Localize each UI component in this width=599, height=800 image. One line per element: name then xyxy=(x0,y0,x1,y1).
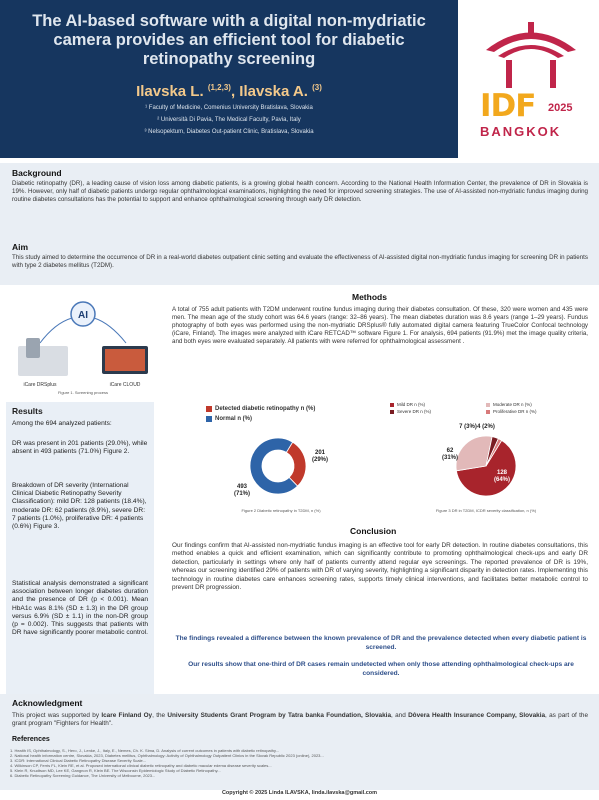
results-heading: Results xyxy=(12,406,43,416)
author-1: Ilavska L. xyxy=(136,83,208,100)
logo-year: 2025 xyxy=(548,102,573,114)
legend-label-mild: Mild DR n (%) xyxy=(397,402,426,407)
methods-text: A total of 755 adult patients with T2DM underwent routine fundus imaging during their diabetes consultation. Of these, 320 were women and 435 were men. The mean age of the study cohort was 64.6 years (range: 32–86 years). The mean diabetes duration was 8.6 years (range 1–29 years). Fundus photography of both eyes was performed using the non-mydriatic DRSplus® fully automated digital camera featuring TrueColor Confocal technology (iCare, Finland). The images were analyzed with iCare RETCAD™ software Figure 1. For analysis, 694 patients (91.9%) met the image quality criteria, and both eyes were evaluated separately. All patients with were referred for ophthalmological assessment . xyxy=(172,306,588,345)
legend-label-proliferative: Proliferative DR n (%) xyxy=(493,409,537,414)
reference-item: 6. Diabetic Retinopathy Screening Guidance, The University of Melbourne, 2023... xyxy=(10,773,156,778)
reference-item: 3. ICDR: International Clinical Diabetic Retinopathy Disease Severity Scale... xyxy=(10,758,147,763)
pie-slice xyxy=(250,438,298,494)
author-2-affil: (3) xyxy=(312,83,322,92)
ack-part-e: , and xyxy=(391,712,409,719)
affiliation-1: ¹ Faculty of Medicine, Comenius University Bratislava, Slovakia xyxy=(145,105,313,111)
slice-data-label: 493 xyxy=(236,484,248,490)
logo-idf-text: IDF xyxy=(480,88,536,124)
slice-data-label: 62 xyxy=(446,448,454,454)
aim-text: This study aimed to determine the occurrence of DR in a real-world diabetes outpatient clinic setting and evaluate the effectiveness of AI-assisted digital non-mydriatic fundus imaging for screening DR in patients with type 2 diabetes mellitus (T2DM). xyxy=(12,254,588,269)
reference-item: 4. Wilkinson CP, Ferris FL, Klein RE, et al. Proposed international clinical diabetic retinopathy and diabetic macular edema disease severity scales... xyxy=(10,763,272,768)
ack-part-g: , as part of the grant program "Fighters for Health". xyxy=(12,712,589,727)
slice-data-label: (71%) xyxy=(233,491,251,497)
fig-1-caption: Figure 1. Screening process xyxy=(57,390,109,395)
methods-heading: Methods xyxy=(352,292,387,302)
results-p1: Among the 694 analyzed patients: xyxy=(12,420,112,427)
chart-figure-2 xyxy=(196,398,366,518)
legend-label-normal: Normal n (%) xyxy=(215,416,253,422)
logo-city: BANGKOK xyxy=(480,124,562,139)
slice-data-label: (31%) xyxy=(441,455,459,461)
ack-part-c: , the xyxy=(152,712,168,719)
results-p4: Statistical analysis demonstrated a significant association between longer diabetes duration and the presence of DR (p < 0.001). Mean HbA1c was 8.1% (SD ± 1.3) in the DR group versus 6.9% (SD ± 1.1) in the non-DR group (p = 0.002). This suggests that patients with DR have significantly poorer metabolic control. xyxy=(12,580,148,637)
finding-1: The findings revealed a difference between the known prevalence of DR and the prevalence detected when every diabetic patient is screened. xyxy=(175,635,587,651)
affiliation-2: ² Università Di Pavia, The Medical Faculty, Pavia, Italy xyxy=(157,117,301,123)
slice-data-label: 201 xyxy=(314,450,326,456)
ack-heading: Acknowledgment xyxy=(12,698,83,708)
ack-sponsor-1: Icare Finland Oy xyxy=(101,712,153,719)
poster-header xyxy=(0,0,599,158)
aim-heading: Aim xyxy=(12,242,29,252)
conclusion-heading: Conclusion xyxy=(350,526,397,536)
background-heading: Background xyxy=(12,168,62,178)
poster-title: The AI-based software with a digital non-mydriatic camera provides an efficient tool for diabetic retinopathy screening xyxy=(32,12,426,68)
ack-sponsor-3: Dôvera Health Insurance Company, Slovakia xyxy=(408,712,546,719)
legend-label-moderate: Moderate DR n (%) xyxy=(493,402,532,407)
author-1-affil: (1,2,3) xyxy=(207,83,231,92)
slice-data-label: 128 xyxy=(496,470,508,476)
fig-ai-label: AI xyxy=(78,310,88,321)
references-heading: References xyxy=(12,736,50,743)
fig-label-cloud: iCare CLOUD xyxy=(109,382,141,388)
slice-data-label: (29%) xyxy=(311,457,329,463)
header-title-panel xyxy=(0,0,458,158)
legend-label-dr: Detected diabetic retinopathy n (%) xyxy=(215,406,316,412)
slice-data-label: (64%) xyxy=(493,477,511,483)
legend-label-severe: Severe DR n (%) xyxy=(397,409,432,414)
affiliation-3: ³ Nelsopektum, Diabetes Out-patient Clinic, Bratislava, Slovakia xyxy=(144,129,314,135)
copyright: Copyright © 2025 Linda ILAVSKA, linda.ilavska@gmail.com xyxy=(221,790,378,796)
conclusion-text: Our findings confirm that AI-assisted non-mydriatic fundus imaging is an effective tool for early DR detection. In routine diabetes consultations, this method enables a quick and efficient examination, which can significantly contribute to promoting ophthalmological check-ups and early DR detection, particularly in settings where only half of patients currently attend regular eye screenings. The reported prevalence of DR is 19%, whereas our screening identified 29% of patients with DR of varying severity, highlighting a significant disparity in detection rates. Implementing this technology in routine diabetes care enhances screening rates, supports timely clinical interventions, and facilitates better metabolic control to prevent DR progression. xyxy=(172,542,588,592)
conference-logo-panel xyxy=(458,0,599,158)
authors xyxy=(10,83,448,100)
background-text: Diabetic retinopathy (DR), a leading cause of vision loss among diabetic patients, is a growing global health concern. According to the National Health Information Center, the prevalence of DR in Slovakia is 19%. However, only half of diabetic patients undergo regular ophthalmological examinations, highlighting the need for improved screening strategies. The use of AI-assisted non-mydriatic fundus imaging during routine diabetes consultations has the potential to support and enhance ophthalmological screening through early DR detection. xyxy=(12,180,588,203)
references-list xyxy=(10,748,590,778)
results-p3: Breakdown of DR severity (International Clinical Diabetic Retinopathy Severity Classification): mild DR: 128 patients (18.4%), moderate DR: 62 patients (8.9%), severe DR: 7 patients (1.0%), proliferative DR: 4 patients (0.6%) Figure 3. xyxy=(12,482,147,531)
ack-part-a: This project was supported by xyxy=(12,712,102,719)
fig-label-drsplus: iCare DRSplus xyxy=(23,382,57,388)
figure-2-donut xyxy=(196,398,366,518)
figure-3-caption: Figure 3 DR in T2DM, ICDR severity classification, n (%) xyxy=(435,508,537,513)
ack-text xyxy=(12,712,588,728)
screening-process-diagram xyxy=(10,298,156,396)
slice-data-label: 4 (2%) xyxy=(477,424,495,430)
slice-data-label: 7 (3%) xyxy=(459,424,477,430)
temple-roof-icon xyxy=(476,20,586,90)
figure-1-screening xyxy=(10,298,156,396)
chart-figure-3 xyxy=(386,398,586,518)
figure-3-pie xyxy=(386,398,586,518)
reference-item: 2. National health information centre, Slovakia, 2023, Diabetes mellitus, Ophthalmology: Activity of Ophthalmology Outpatient Clinics in the Slovak Republic 2023 (online), 2023... xyxy=(10,753,324,758)
reference-item: 5. Klein R, Knudtson MD, Lee KE, Gangnon R, Klein BE. The Wisconsin Epidemiologic Study of Diabetic Retinopathy... xyxy=(10,768,221,773)
reference-item: 1. Health IS, Ophthalmology, S., Hero, J., Lenke, J., Italy, E., Nemes, Ch. K. Sima, D. Analysis of current outcomes in patients with diabetic retinopathy... xyxy=(10,748,280,753)
results-p2: DR was present in 201 patients (29.0%), while absent in 493 patients (71.0%) Figure 2. xyxy=(12,440,148,456)
figure-2-caption: Figure 2 Diabetic retinopathy in T2DM, n (%) xyxy=(241,508,321,513)
author-2: , Ilavska A. xyxy=(230,83,313,100)
idf-logo xyxy=(476,20,586,140)
finding-2: Our results show that one-third of DR cases remain undetected when only those attending ophthalmological check-ups are considered. xyxy=(188,661,574,677)
ack-sponsor-2: University Students Grant Program by Tatra banka Foundation, Slovakia xyxy=(167,712,391,719)
